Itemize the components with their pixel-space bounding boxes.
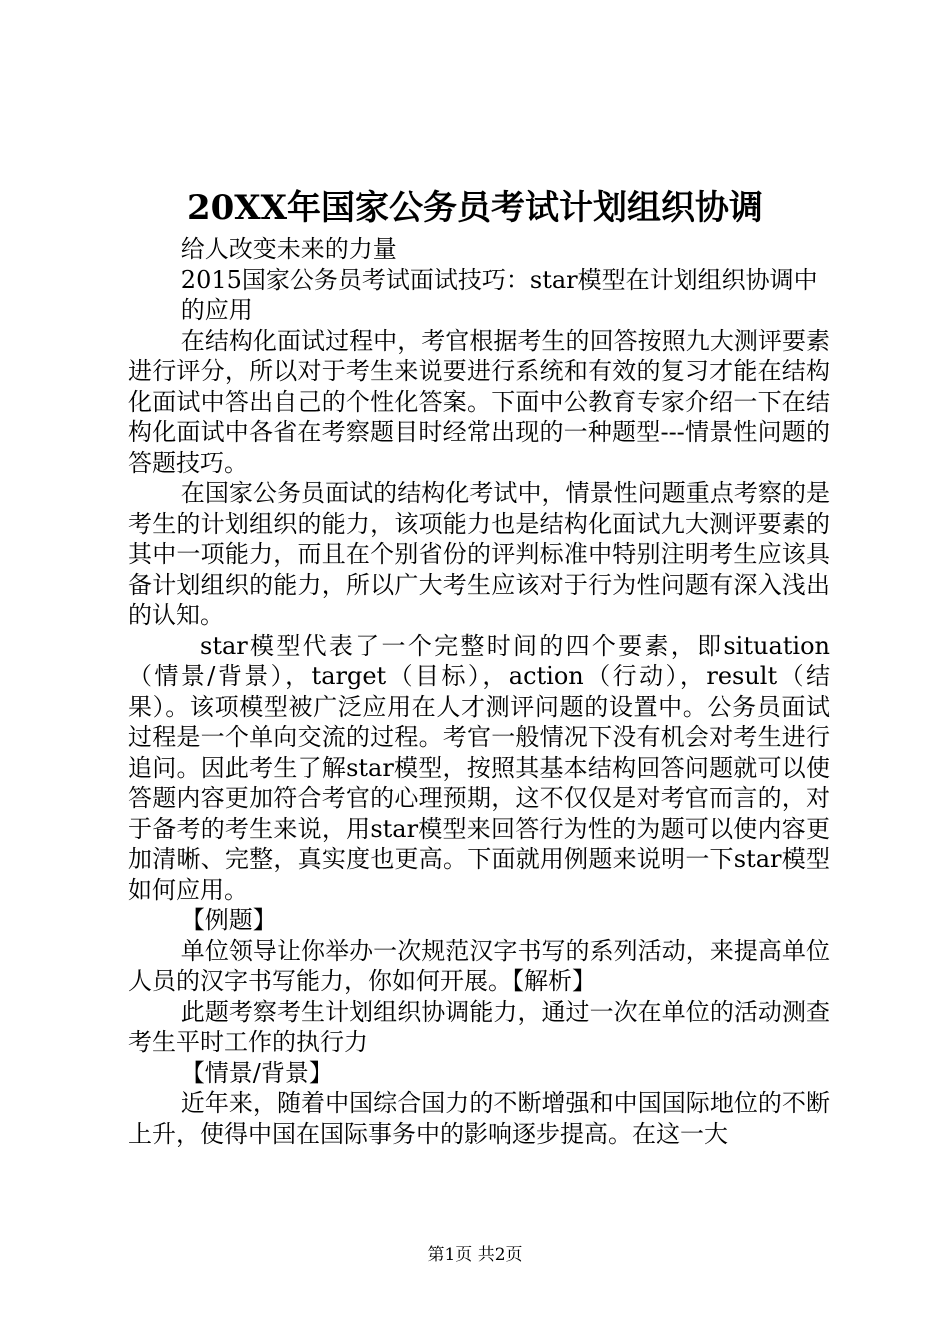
paragraph-intro: 在结构化面试过程中，考官根据考生的回答按照九大测评要素进行评分，所以对于考生来说要进行系统和有效的复习才能在结构化面试中答出自己的个性化答案。下面中公教育专家介绍一下在结构化面试中各省在考察题目时经常出现的一种题型---情景性问题的答题技巧。 xyxy=(128,326,830,477)
page-number: 第1页 共2页 xyxy=(427,1245,523,1265)
document-body xyxy=(128,234,830,1149)
paragraph-situation-text: 近年来，随着中国综合国力的不断增强和中国国际地位的不断上升，使得中国在国际事务中的影响逐步提高。在这一大 xyxy=(128,1089,830,1148)
paragraph-example-heading: 【例题】 xyxy=(180,906,277,934)
document-title: 20XX年国家公务员考试计划组织协调 xyxy=(186,188,764,228)
paragraph-star-model: star模型代表了一个完整时间的四个要素，即situation（情景/背景），target（目标），action（行动），result（结果）。该项模型被广泛应用在人才测评问题的设置中。公务员面试过程是一个单向交流的过程。考官一般情况下没有机会对考生进行追问。因此考生了解star模型，按照其基本结构回答问题就可以使答题内容更加符合考官的心理预期，这不仅仅是对考官而言的，对于备考的考生来说，用star模型来回答行为性的为题可以使内容更加清晰、完整，真实度也更高。下面就用例题来说明一下star模型如何应用。 xyxy=(128,631,830,904)
paragraph-analysis: 此题考察考生计划组织协调能力，通过一次在单位的活动测查考生平时工作的执行力 xyxy=(128,997,830,1056)
paragraph-slogan: 给人改变未来的力量 xyxy=(180,235,397,263)
paragraph-planning: 在国家公务员面试的结构化考试中，情景性问题重点考察的是考生的计划组织的能力，该项能力也是结构化面试九大测评要素的其中一项能力，而且在个别省份的评判标准中特别注明考生应该具备计划组织的能力，所以广大考生应该对于行为性问题有深入浅出的认知。 xyxy=(128,479,830,629)
paragraph-situation-heading: 【情景/背景】 xyxy=(180,1058,333,1087)
paragraph-subtitle: 2015国家公务员考试面试技巧：star模型在计划组织协调中 xyxy=(180,265,818,294)
paragraph-example-question: 单位领导让你举办一次规范汉字书写的系列活动，来提高单位人员的汉字书写能力，你如何开展。【解析】 xyxy=(128,936,830,995)
paragraph-subtitle-cont: 的应用 xyxy=(180,296,253,324)
